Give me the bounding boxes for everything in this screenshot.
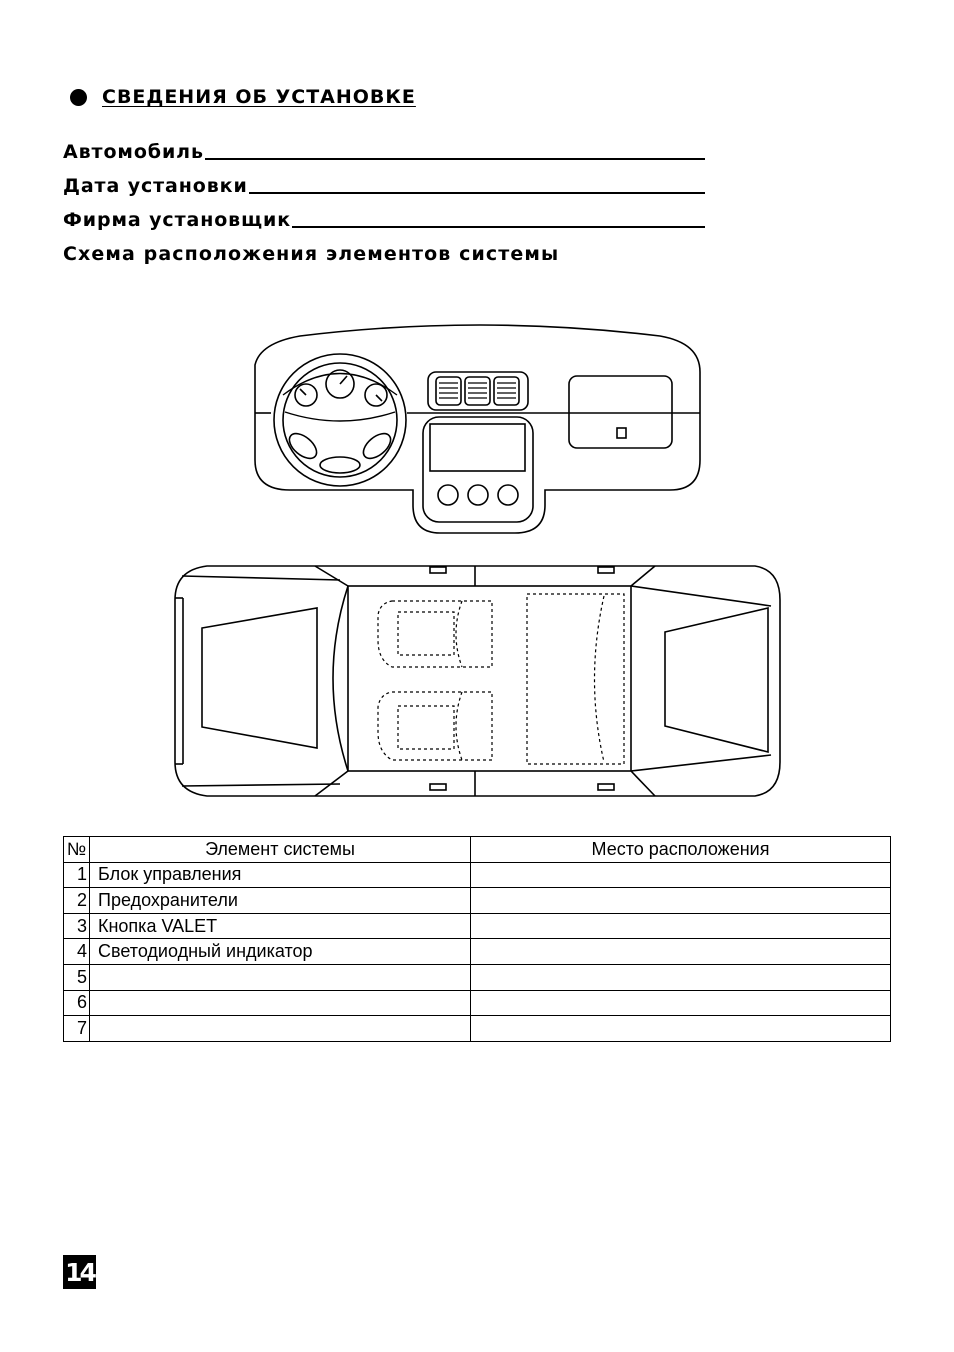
table-row [64,990,891,1016]
row-element: Блок управления [90,862,471,888]
row-num: 6 [64,990,90,1016]
row-num: 3 [64,913,90,939]
section-title: СВЕДЕНИЯ ОБ УСТАНОВКЕ [102,86,416,108]
schema-caption: Схема расположения элементов системы [63,243,560,265]
page-number: 14 [63,1255,96,1289]
row-element[interactable] [90,1016,471,1042]
table-row [64,964,891,990]
row-num: 1 [64,862,90,888]
elements-table [63,836,891,1042]
row-num: 4 [64,939,90,965]
dashboard-outline-icon [255,325,700,533]
header-location: Место расположения [471,837,891,863]
row-num: 2 [64,888,90,914]
row-element[interactable] [90,964,471,990]
header-num: № [64,837,90,863]
car-top-view-icon [175,566,780,796]
install-date-label: Дата установки [63,175,248,197]
row-location[interactable] [471,888,891,914]
installer-label: Фирма установщик [63,209,292,231]
header-element: Элемент системы [90,837,471,863]
table-row [64,913,891,939]
row-location[interactable] [471,862,891,888]
row-num: 5 [64,964,90,990]
table-row [64,939,891,965]
table-row [64,862,891,888]
car-label: Автомобиль [63,141,204,163]
row-element: Кнопка VALET [90,913,471,939]
table-row [64,888,891,914]
row-location[interactable] [471,990,891,1016]
table-header-row [64,837,891,863]
row-element[interactable] [90,990,471,1016]
row-location[interactable] [471,913,891,939]
row-location[interactable] [471,1016,891,1042]
row-location[interactable] [471,939,891,965]
row-element: Светодиодный индикатор [90,939,471,965]
row-num: 7 [64,1016,90,1042]
row-location[interactable] [471,964,891,990]
table-row [64,1016,891,1042]
row-element: Предохранители [90,888,471,914]
